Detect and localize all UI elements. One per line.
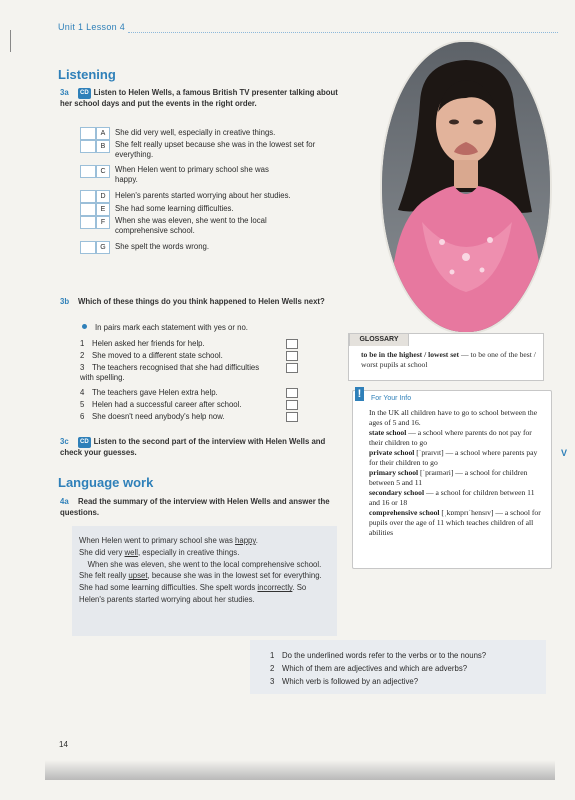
event-ordering-list [80,127,340,254]
glossary-definition: — to be one of the best / worst pupils at school [361,350,536,369]
exercise-number: 3b [60,297,70,306]
event-letter: E [96,203,110,216]
fyi-title: For Your Info [371,395,412,402]
yes-no-checkbox[interactable] [286,412,298,422]
statement-text: The teachers recognised that she had difficulties with spelling. [80,363,260,382]
exercise-number: 4a [60,497,69,506]
statement-number: 4 [80,388,85,397]
summary-fragment: She did very [79,547,125,557]
underlined-word: upset [128,571,148,581]
helen-wells-photo [380,40,552,334]
fyi-entry [369,468,547,488]
fyi-body [369,408,547,538]
fyi-entry [369,448,547,468]
fyi-entry [369,428,547,448]
for-your-info-box [352,390,552,569]
event-text: When she was eleven, she went to the local comprehensive school. [115,216,267,235]
fyi-term: comprehensive school [369,508,440,518]
yes-no-checkbox[interactable] [286,400,298,410]
statement-item [80,400,242,410]
order-answer-box[interactable] [80,165,96,178]
event-item [80,127,340,140]
summary-fragment: . [255,536,258,545]
event-text: When Helen went to primary school she was happy. [115,165,269,184]
exercise-3b-instruction [60,297,345,308]
glossary-box [348,333,544,381]
underlined-word: incorrectly [257,583,293,593]
header-dotted-rule [128,32,558,33]
event-text: She had some learning difficulties. [115,204,234,213]
order-answer-box[interactable] [80,241,96,254]
fyi-entry [369,508,547,537]
scan-edge-shadow [45,760,555,780]
fyi-definition: — a school where parents do not pay for their children to go [369,428,532,447]
page-edge-mark [10,30,11,52]
exercise-4a-instruction [60,497,340,518]
glossary-entry [361,350,539,369]
statement-number: 6 [80,412,85,421]
exercise-number: 3a [60,88,69,97]
question-text: Which verb is followed by an adjective? [282,677,419,686]
event-text: She spelt the words wrong. [115,242,210,251]
event-text: Helen's parents started worrying about her studies. [115,191,291,200]
fyi-definition: — a school for children between 11 and 16 or 18 [369,488,535,508]
statement-item [80,339,205,349]
yes-no-checkbox[interactable] [286,351,298,361]
fyi-term: state school [369,428,407,438]
summary-text [72,526,337,606]
statement-number: 5 [80,400,85,409]
statement-text: She doesn't need anybody's help now. [92,412,225,421]
event-item [80,216,340,241]
statement-item [80,388,218,398]
summary-fragment: , especially in creative things. [137,547,240,557]
statement-text: Helen asked her friends for help. [92,339,205,348]
exercise-3a-instruction [60,88,345,109]
event-letter: A [96,127,110,140]
exercise-number: 3c [60,437,69,446]
exclamation-icon: ! [355,387,364,401]
order-answer-box[interactable] [80,127,96,140]
fyi-term: secondary school [369,488,425,498]
event-letter: B [96,140,110,153]
instruction-text: Which of these things do you think happened to Helen Wells next? [78,297,325,306]
instruction-text: Listen to the second part of the interview with Helen Wells and check your guesses. [60,437,326,457]
bullet-text: In pairs mark each statement with yes or no. [95,323,248,332]
fyi-definition: [ˈpraɪməri] — a school for children between 5 and 11 [369,468,528,488]
instruction-text: Listen to Helen Wells, a famous British TV presenter talking about her school days and put the events in the right order. [60,88,338,108]
underlined-word: happy [235,536,256,545]
fyi-definition: [ˌkɒmprɪˈhensɪv] — a school for pupils over the age of 11 which teaches children of all abilities [369,508,541,538]
pair-work-bullet [82,323,248,332]
yes-no-checkbox[interactable] [286,339,298,349]
bullet-dot-icon [82,324,87,329]
event-text: She did very well, especially in creative things. [115,128,276,137]
order-answer-box[interactable] [80,216,96,229]
question-item [270,664,467,674]
event-letter: C [96,165,110,178]
statement-text: Helen had a successful career after school. [92,400,242,409]
question-number: 3 [270,677,275,686]
statement-text: She moved to a different state school. [92,351,223,360]
page-number: 14 [59,740,68,749]
interview-summary-box [72,526,337,636]
glossary-term: to be in the highest / lowest set [361,350,460,359]
event-letter: F [96,216,110,229]
question-number: 2 [270,664,275,673]
summary-fragment: , because she was in the lowest set for everything. She had some learning difficulties. She spelt words [79,571,322,593]
statement-number: 3 [80,363,85,372]
next-page-edge-letter: V [561,448,568,458]
event-letter: G [96,241,110,254]
summary-fragment: When Helen went to primary school she was [79,536,236,545]
language-work-heading: Language work [58,475,154,490]
event-item [80,190,340,203]
event-item [80,203,340,216]
statement-number: 2 [80,351,85,360]
statement-item [80,412,225,422]
order-answer-box[interactable] [80,190,96,203]
summary-fragment: When she was eleven, she went to the local comprehensive school. She felt really [79,559,322,581]
summary-fragment: . So Helen's parents started worrying about her studies. [79,583,307,604]
event-item [80,241,340,254]
question-text: Which of them are adjectives and which are adverbs? [282,664,468,673]
question-item [270,651,486,661]
statement-item [80,363,275,382]
underlined-word: well [124,547,138,557]
event-item [80,165,340,190]
question-text: Do the underlined words refer to the verbs or to the nouns? [282,651,487,660]
order-answer-box[interactable] [80,203,96,216]
cd-audio-icon: CD [78,88,91,99]
order-answer-box[interactable] [80,140,96,153]
unit-lesson-header: Unit 1 Lesson 4 [58,22,126,32]
event-letter: D [96,190,110,203]
instruction-text: Read the summary of the interview with Helen Wells and answer the questions. [60,497,330,517]
fyi-definition: [ˈpraɪvɪt] — a school where parents pay for their children to go [369,448,538,467]
cd-audio-icon: CD [78,437,91,448]
event-item [80,140,340,165]
statement-number: 1 [80,339,85,348]
event-text: She felt really upset because she was in the lowest set for everything. [115,140,316,159]
question-number: 1 [270,651,275,660]
fyi-intro: In the UK all children have to go to school between the ages of 5 and 16. [369,408,538,427]
question-item [270,677,418,687]
statement-text: The teachers gave Helen extra help. [92,388,218,397]
fyi-term: primary school [369,468,419,478]
listening-heading: Listening [58,67,116,82]
exercise-3c-instruction [60,437,345,458]
glossary-tab: GLOSSARY [349,333,409,346]
portrait-illustration [382,42,550,332]
fyi-entry [369,488,547,508]
statement-item [80,351,223,361]
yes-no-checkbox[interactable] [286,363,298,373]
fyi-term: private school [369,448,415,458]
yes-no-checkbox[interactable] [286,388,298,398]
